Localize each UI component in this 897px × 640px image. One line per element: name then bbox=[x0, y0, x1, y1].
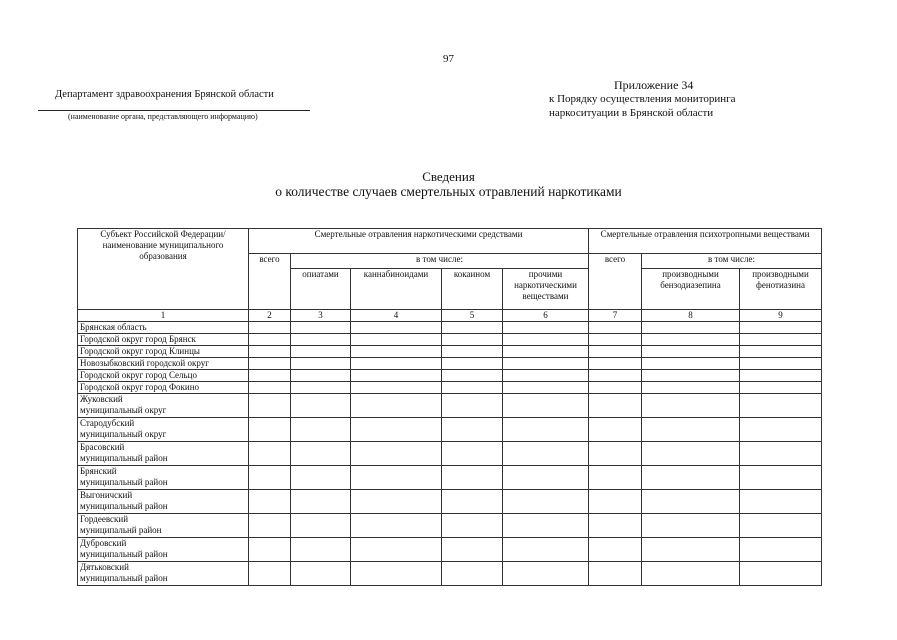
column-number: 3 bbox=[291, 310, 351, 322]
empty-data-cell bbox=[351, 322, 442, 334]
empty-data-cell bbox=[740, 394, 822, 418]
empty-data-cell bbox=[249, 370, 291, 382]
empty-data-cell bbox=[503, 322, 589, 334]
empty-data-cell bbox=[740, 514, 822, 538]
row-subject-line: муниципальный район bbox=[80, 573, 168, 583]
row-subject-name bbox=[78, 514, 249, 538]
header-drugs-including: в том числе: bbox=[291, 254, 589, 269]
empty-data-cell bbox=[642, 334, 740, 346]
row-subject-name bbox=[78, 358, 249, 370]
empty-data-cell bbox=[589, 382, 642, 394]
empty-data-cell bbox=[740, 346, 822, 358]
row-subject-name bbox=[78, 322, 249, 334]
empty-data-cell bbox=[442, 466, 503, 490]
row-subject-line: муниципальный округ bbox=[80, 405, 167, 415]
row-subject-line: Выгоничский bbox=[80, 490, 133, 500]
column-number: 4 bbox=[351, 310, 442, 322]
department-caption: (наименование органа, представляющего информацию) bbox=[68, 112, 258, 121]
row-subject-line: Брянский bbox=[80, 466, 117, 476]
empty-data-cell bbox=[503, 562, 589, 586]
empty-data-cell bbox=[589, 358, 642, 370]
empty-data-cell bbox=[589, 514, 642, 538]
empty-data-cell bbox=[249, 382, 291, 394]
column-number: 5 bbox=[442, 310, 503, 322]
empty-data-cell bbox=[351, 490, 442, 514]
row-subject-line: муниципальный район bbox=[80, 453, 168, 463]
table-row bbox=[78, 346, 822, 358]
row-subject-name bbox=[78, 418, 249, 442]
row-subject-line: Городской округ город Брянск bbox=[80, 334, 196, 344]
empty-data-cell bbox=[351, 358, 442, 370]
empty-data-cell bbox=[589, 322, 642, 334]
empty-data-cell bbox=[351, 334, 442, 346]
empty-data-cell bbox=[249, 334, 291, 346]
empty-data-cell bbox=[351, 442, 442, 466]
document-title: Сведения bbox=[422, 169, 475, 184]
row-subject-line: муниципальный район bbox=[80, 549, 168, 559]
empty-data-cell bbox=[589, 394, 642, 418]
empty-data-cell bbox=[503, 346, 589, 358]
table-row bbox=[78, 418, 822, 442]
empty-data-cell bbox=[291, 358, 351, 370]
empty-data-cell bbox=[291, 322, 351, 334]
empty-data-cell bbox=[503, 370, 589, 382]
empty-data-cell bbox=[291, 562, 351, 586]
table-row bbox=[78, 442, 822, 466]
empty-data-cell bbox=[291, 394, 351, 418]
empty-data-cell bbox=[351, 346, 442, 358]
table-row bbox=[78, 322, 822, 334]
empty-data-cell bbox=[642, 562, 740, 586]
empty-data-cell bbox=[642, 394, 740, 418]
empty-data-cell bbox=[589, 466, 642, 490]
empty-data-cell bbox=[503, 394, 589, 418]
empty-data-cell bbox=[249, 538, 291, 562]
empty-data-cell bbox=[442, 418, 503, 442]
header-phenothiazine: производными фенотиазина bbox=[740, 269, 822, 310]
empty-data-cell bbox=[291, 466, 351, 490]
row-subject-name bbox=[78, 466, 249, 490]
empty-data-cell bbox=[740, 442, 822, 466]
table-row bbox=[78, 382, 822, 394]
empty-data-cell bbox=[442, 442, 503, 466]
empty-data-cell bbox=[249, 322, 291, 334]
empty-data-cell bbox=[291, 442, 351, 466]
table-row bbox=[78, 334, 822, 346]
empty-data-cell bbox=[589, 334, 642, 346]
table-row bbox=[78, 370, 822, 382]
empty-data-cell bbox=[351, 562, 442, 586]
empty-data-cell bbox=[503, 334, 589, 346]
column-number: 2 bbox=[249, 310, 291, 322]
table-row bbox=[78, 394, 822, 418]
empty-data-cell bbox=[503, 538, 589, 562]
empty-data-cell bbox=[642, 370, 740, 382]
column-number: 6 bbox=[503, 310, 589, 322]
header-drugs-group: Смертельные отравления наркотическими средствами bbox=[249, 229, 589, 254]
empty-data-cell bbox=[642, 514, 740, 538]
empty-data-cell bbox=[740, 334, 822, 346]
empty-data-cell bbox=[351, 370, 442, 382]
empty-data-cell bbox=[442, 358, 503, 370]
row-subject-name bbox=[78, 442, 249, 466]
empty-data-cell bbox=[351, 394, 442, 418]
row-subject-line: Городской округ город Сельцо bbox=[80, 370, 197, 380]
empty-data-cell bbox=[291, 538, 351, 562]
empty-data-cell bbox=[442, 346, 503, 358]
empty-data-cell bbox=[740, 418, 822, 442]
empty-data-cell bbox=[503, 490, 589, 514]
row-subject-line: муниципальный район bbox=[80, 477, 168, 487]
empty-data-cell bbox=[589, 442, 642, 466]
empty-data-cell bbox=[442, 490, 503, 514]
header-drugs-total: всего bbox=[249, 254, 291, 310]
table-row bbox=[78, 490, 822, 514]
header-cocaine: кокаином bbox=[442, 269, 503, 310]
empty-data-cell bbox=[503, 442, 589, 466]
empty-data-cell bbox=[291, 382, 351, 394]
row-subject-name bbox=[78, 490, 249, 514]
empty-data-cell bbox=[740, 370, 822, 382]
empty-data-cell bbox=[291, 514, 351, 538]
empty-data-cell bbox=[740, 358, 822, 370]
empty-data-cell bbox=[442, 370, 503, 382]
empty-data-cell bbox=[351, 418, 442, 442]
empty-data-cell bbox=[442, 394, 503, 418]
empty-data-cell bbox=[351, 514, 442, 538]
row-subject-line: муниципальный округ bbox=[80, 429, 167, 439]
row-subject-line: Дубровский bbox=[80, 538, 127, 548]
empty-data-cell bbox=[442, 538, 503, 562]
empty-data-cell bbox=[642, 442, 740, 466]
empty-data-cell bbox=[249, 346, 291, 358]
empty-data-cell bbox=[642, 418, 740, 442]
empty-data-cell bbox=[249, 490, 291, 514]
row-subject-line: Новозыбковский городской округ bbox=[80, 358, 209, 368]
empty-data-cell bbox=[589, 490, 642, 514]
header-psych-including: в том числе: bbox=[642, 254, 822, 269]
appendix-line-1: к Порядку осуществления мониторинга bbox=[549, 93, 736, 105]
empty-data-cell bbox=[249, 442, 291, 466]
empty-data-cell bbox=[589, 538, 642, 562]
row-subject-name bbox=[78, 382, 249, 394]
empty-data-cell bbox=[740, 466, 822, 490]
row-subject-name bbox=[78, 538, 249, 562]
empty-data-cell bbox=[351, 466, 442, 490]
empty-data-cell bbox=[291, 418, 351, 442]
empty-data-cell bbox=[642, 382, 740, 394]
header-subject: Субъект Российской Федерации/ наименование муниципального образования bbox=[78, 229, 249, 310]
row-subject-line: Брянская область bbox=[80, 322, 147, 332]
empty-data-cell bbox=[291, 490, 351, 514]
header-psychotropic-group: Смертельные отравления психотропными веществами bbox=[589, 229, 822, 254]
table-row bbox=[78, 514, 822, 538]
row-subject-name bbox=[78, 346, 249, 358]
column-number: 8 bbox=[642, 310, 740, 322]
header-psych-total: всего bbox=[589, 254, 642, 310]
empty-data-cell bbox=[642, 538, 740, 562]
table-row bbox=[78, 538, 822, 562]
appendix-title: Приложение 34 bbox=[614, 78, 694, 92]
empty-data-cell bbox=[642, 490, 740, 514]
table-row bbox=[78, 562, 822, 586]
empty-data-cell bbox=[642, 346, 740, 358]
empty-data-cell bbox=[740, 490, 822, 514]
empty-data-cell bbox=[740, 382, 822, 394]
row-subject-name bbox=[78, 394, 249, 418]
column-number: 9 bbox=[740, 310, 822, 322]
empty-data-cell bbox=[249, 466, 291, 490]
empty-data-cell bbox=[291, 370, 351, 382]
column-number: 7 bbox=[589, 310, 642, 322]
department-underline bbox=[38, 110, 310, 111]
document-subtitle: о количестве случаев смертельных отравлений наркотиками bbox=[275, 184, 622, 199]
empty-data-cell bbox=[642, 322, 740, 334]
empty-data-cell bbox=[503, 358, 589, 370]
empty-data-cell bbox=[503, 466, 589, 490]
appendix-line-2: наркоситуации в Брянской области bbox=[549, 107, 714, 119]
empty-data-cell bbox=[442, 334, 503, 346]
row-subject-line: Стародубский bbox=[80, 418, 135, 428]
column-number: 1 bbox=[78, 310, 249, 322]
row-subject-line: Гордеевский bbox=[80, 514, 129, 524]
empty-data-cell bbox=[351, 538, 442, 562]
page-number: 97 bbox=[443, 53, 454, 65]
empty-data-cell bbox=[503, 418, 589, 442]
empty-data-cell bbox=[503, 514, 589, 538]
empty-data-cell bbox=[249, 514, 291, 538]
empty-data-cell bbox=[249, 418, 291, 442]
row-subject-line: Брасовский bbox=[80, 442, 125, 452]
row-subject-line: Городской округ город Фокино bbox=[80, 382, 200, 392]
empty-data-cell bbox=[503, 382, 589, 394]
row-subject-line: Жуковский bbox=[80, 394, 123, 404]
empty-data-cell bbox=[291, 334, 351, 346]
empty-data-cell bbox=[740, 562, 822, 586]
department-name: Департамент здравоохранения Брянской области bbox=[55, 89, 274, 100]
empty-data-cell bbox=[740, 322, 822, 334]
empty-data-cell bbox=[740, 538, 822, 562]
row-subject-line: муниципальный район bbox=[80, 501, 168, 511]
header-cannabinoids: каннабиноидами bbox=[351, 269, 442, 310]
empty-data-cell bbox=[589, 370, 642, 382]
header-opiates: опиатами bbox=[291, 269, 351, 310]
header-benzodiazepine: производными бензодиазепина bbox=[642, 269, 740, 310]
header-other-drugs: прочими наркотическими веществами bbox=[503, 269, 589, 310]
empty-data-cell bbox=[642, 358, 740, 370]
empty-data-cell bbox=[249, 358, 291, 370]
empty-data-cell bbox=[589, 418, 642, 442]
empty-data-cell bbox=[589, 346, 642, 358]
empty-data-cell bbox=[589, 562, 642, 586]
empty-data-cell bbox=[642, 466, 740, 490]
empty-data-cell bbox=[249, 394, 291, 418]
empty-data-cell bbox=[249, 562, 291, 586]
empty-data-cell bbox=[442, 322, 503, 334]
poisoning-statistics-table bbox=[77, 228, 822, 586]
row-subject-name bbox=[78, 562, 249, 586]
empty-data-cell bbox=[442, 514, 503, 538]
table-row bbox=[78, 466, 822, 490]
row-subject-line: Дятьковский bbox=[80, 562, 129, 572]
row-subject-line: Городской округ город Клинцы bbox=[80, 346, 200, 356]
empty-data-cell bbox=[351, 382, 442, 394]
empty-data-cell bbox=[291, 346, 351, 358]
row-subject-name bbox=[78, 370, 249, 382]
row-subject-line: муниципальнй район bbox=[80, 525, 162, 535]
empty-data-cell bbox=[442, 562, 503, 586]
row-subject-name bbox=[78, 334, 249, 346]
empty-data-cell bbox=[442, 382, 503, 394]
table-row bbox=[78, 358, 822, 370]
